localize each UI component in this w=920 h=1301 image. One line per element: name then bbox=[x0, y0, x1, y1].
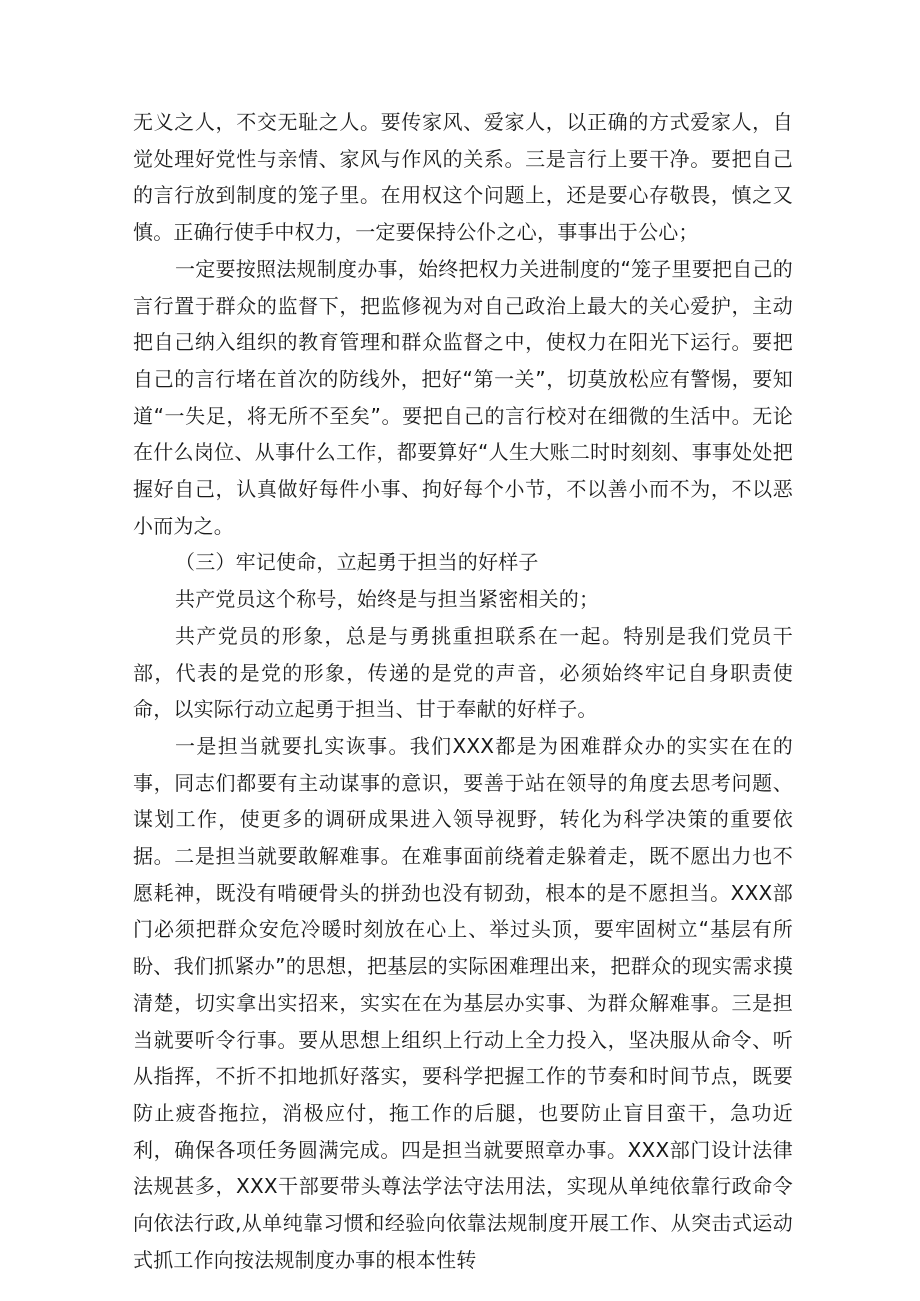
paragraph-5: 一是担当就要扎实诙事。我们XXX都是为困难群众办的实实在在的事，同志们都要有主动谋事的意识，要善于站在领导的角度去思考问题、谋划工作，使更多的调研成果进入领导视野，转化为科学决策的重要依据。二是担当就要敢解难事。在难事面前绕着走躲着走，既不愿出力也不愿耗神，既没有啃硬骨头的拼劲也没有韧劲，根本的是不愿担当。XXX部门必须把群众安危冷暖时刻放在心上、举过头顶，要牢固树立“基层有所盼、我们抓紧办”的思想，把基层的实际困难理出来，把群众的现实需求摸清楚，切实拿出实招来，实实在在为基层办实事、为群众解难事。三是担当就要听令行事。要从思想上组织上行动上全力投入，坚决服从命令、听从指挥，不折不扣地抓好落实，要科学把握工作的节奏和时间节点，既要防止疲沓拖拉，消极应付，拖工作的后腿，也要防止盲目蛮干，急功近利，确保各项任务圆满完成。四是担当就要照章办事。XXX部门设计法律法规甚多，XXX干部要带头尊法学法守法用法，实现从单纯依靠行政命令向依法行政,从单纯靠习惯和经验向依靠法规制度开展工作、从突击式运动式抓工作向按法规制度办事的根本性转 bbox=[133, 733, 793, 1272]
section-heading: （三）牢记使命，立起勇于担当的好样子 bbox=[175, 550, 539, 575]
paragraph-4: 共产党员的形象，总是与勇挑重担联系在一起。特别是我们党员干部，代表的是党的形象，传递的是党的声音，必须始终牢记自身职责使命，以实际行动立起勇于担当、甘于奉献的好样子。 bbox=[133, 623, 793, 722]
document-body bbox=[133, 104, 793, 1279]
paragraph-3: 共产党员这个称号，始终是与担当紧密相关的； bbox=[175, 587, 600, 612]
paragraph-1: 无义之人，不交无耻之人。要传家风、爱家人，以正确的方式爱家人，自觉处理好党性与亲情、家风与作风的关系。三是言行上要干净。要把自己的言行放到制度的笼子里。在用权这个问题上，还是要心存敬畏，慎之又慎。正确行使手中权力，一定要保持公仆之心，事事出于公心； bbox=[133, 110, 793, 245]
paragraph-2: 一定要按照法规制度办事，始终把权力关进制度的“笼子里要把自己的言行置于群众的监督下，把监修视为对自己政治上最大的关心爱护，主动把自己纳入组织的教育管理和群众监督之中，使权力在阳光下运行。要把自己的言行堵在首次的防线外，把好“第一关”，切莫放松应有警惕，要知道“一失足，将无所不至矣”。要把自己的言行校对在细微的生活中。无论在什么岗位、从事什么工作，都要算好“人生大账二时时刻刻、事事处处把握好自己，认真做好每件小事、拘好每个小节，不以善小而不为，不以恶小而为之。 bbox=[133, 256, 793, 538]
